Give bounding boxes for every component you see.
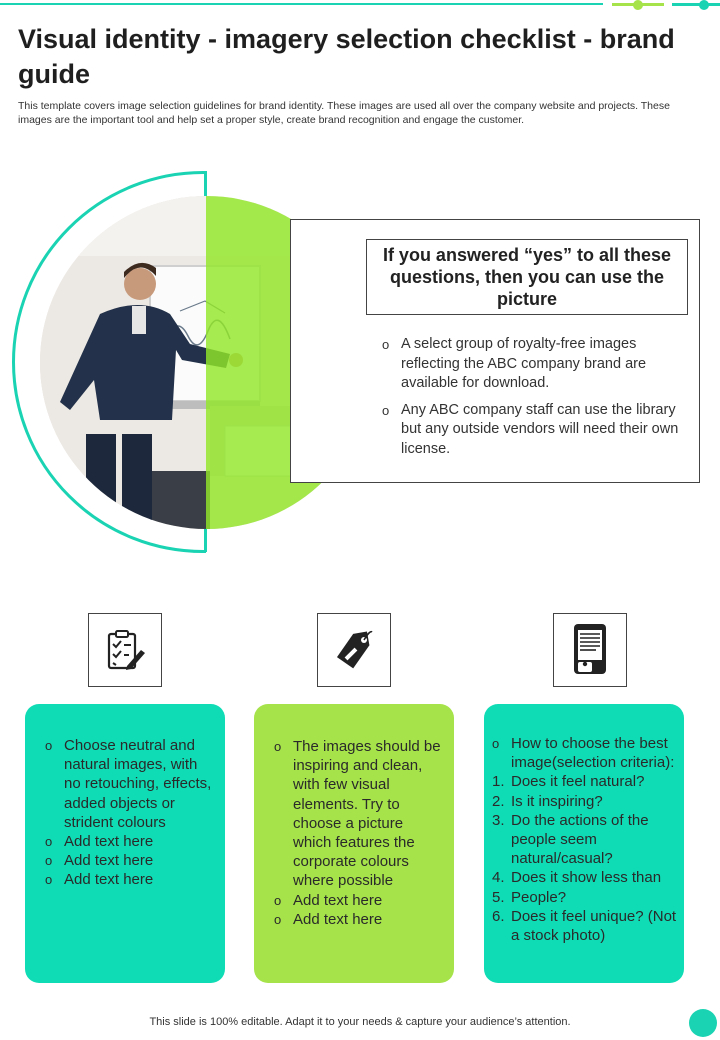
numbered-item-text: Do the actions of the people seem natural/casual? — [511, 811, 649, 868]
list-item-text: Add text here — [64, 852, 154, 870]
card-inspiring-images-list — [274, 737, 444, 929]
numbered-item-text: Does it feel natural? — [511, 773, 645, 791]
page-title: Visual identity - imagery selection checklist - brand guide — [18, 24, 675, 89]
mobile-document-icon — [568, 622, 612, 678]
list-item-text: The images should be inspiring and clean, with few visual elements. Try to choose a picture which features the corporate colours where possible — [293, 738, 441, 890]
card-image-style-list — [45, 736, 215, 890]
numbered-item — [492, 868, 682, 887]
list-item — [274, 891, 444, 910]
card-selection-criteria-list — [492, 734, 682, 945]
card-image-style — [25, 704, 225, 983]
list-item — [380, 401, 680, 460]
list-item-text: Add text here — [293, 910, 383, 928]
card-inspiring-images — [254, 704, 454, 983]
item-number: 1. — [492, 773, 505, 791]
numbered-item — [492, 772, 682, 791]
numbered-item — [492, 811, 682, 869]
numbered-item — [492, 888, 682, 907]
price-tag-icon-box — [317, 613, 391, 687]
bullet-marker: o — [45, 872, 53, 888]
item-number: 5. — [492, 888, 505, 906]
bullet-marker: o — [382, 402, 390, 418]
bullet-marker: o — [274, 739, 282, 754]
list-item-text: A select group of royalty-free images reflecting the ABC company brand are available for download. — [401, 336, 647, 391]
intro-paragraph: This template covers image selection guidelines for brand identity. These images are used all over the company website and projects. These images are the important tool and help set a proper style, create brand recognition and engage the customer. — [18, 100, 670, 126]
item-number: 3. — [492, 811, 505, 829]
list-item-text: Any ABC company staff can use the library but any outside vendors will need their own license. — [401, 401, 679, 457]
info-panel-list — [380, 335, 680, 466]
checklist-icon-box — [88, 613, 162, 687]
top-accent-line — [0, 3, 603, 5]
top-accent-dot-green — [633, 0, 643, 10]
item-number: 4. — [492, 869, 505, 887]
numbered-item-text: People? — [511, 888, 567, 906]
numbered-item — [492, 907, 682, 945]
corner-accent-dot — [689, 1009, 717, 1037]
list-item — [492, 734, 682, 772]
info-panel-heading: If you answered “yes” to all these questions, then you can use the picture — [366, 239, 688, 315]
list-item — [274, 737, 444, 891]
bullet-marker: o — [382, 337, 390, 352]
numbered-item-text: Is it inspiring? — [511, 792, 603, 810]
bullet-marker: o — [274, 911, 282, 927]
footer-note: This slide is 100% editable. Adapt it to your needs & capture your audience’s attention. — [149, 1016, 571, 1028]
numbered-item — [492, 792, 682, 811]
list-item — [274, 910, 444, 929]
list-item-text: Add text here — [64, 833, 154, 851]
list-item — [45, 736, 215, 832]
list-item-text: Add text here — [64, 871, 154, 889]
list-item — [45, 851, 215, 870]
numbered-item-text: Does it show less than — [511, 869, 662, 887]
list-item — [45, 870, 215, 889]
mobile-document-icon-box — [553, 613, 627, 687]
card-selection-criteria — [484, 704, 684, 983]
list-item-text: Add text here — [293, 891, 383, 909]
top-accent-dot-teal — [699, 0, 709, 10]
bullet-marker: o — [45, 738, 53, 753]
list-item — [45, 832, 215, 851]
price-tag-icon — [332, 628, 376, 672]
bullet-marker: o — [492, 736, 500, 751]
checklist-icon — [103, 628, 147, 672]
bullet-marker: o — [45, 853, 53, 869]
item-number: 2. — [492, 792, 505, 810]
item-number: 6. — [492, 907, 505, 925]
bullet-marker: o — [274, 892, 282, 908]
list-item-text: Choose neutral and natural images, with no retouching, effects, added objects or strident colours — [64, 737, 212, 831]
list-item-text: How to choose the best image(selection criteria): — [511, 735, 675, 772]
top-accent-line-teal — [672, 3, 720, 6]
bullet-marker: o — [45, 834, 53, 850]
list-item — [380, 335, 680, 394]
numbered-item-text: Does it feel unique? (Not a stock photo) — [511, 907, 677, 945]
